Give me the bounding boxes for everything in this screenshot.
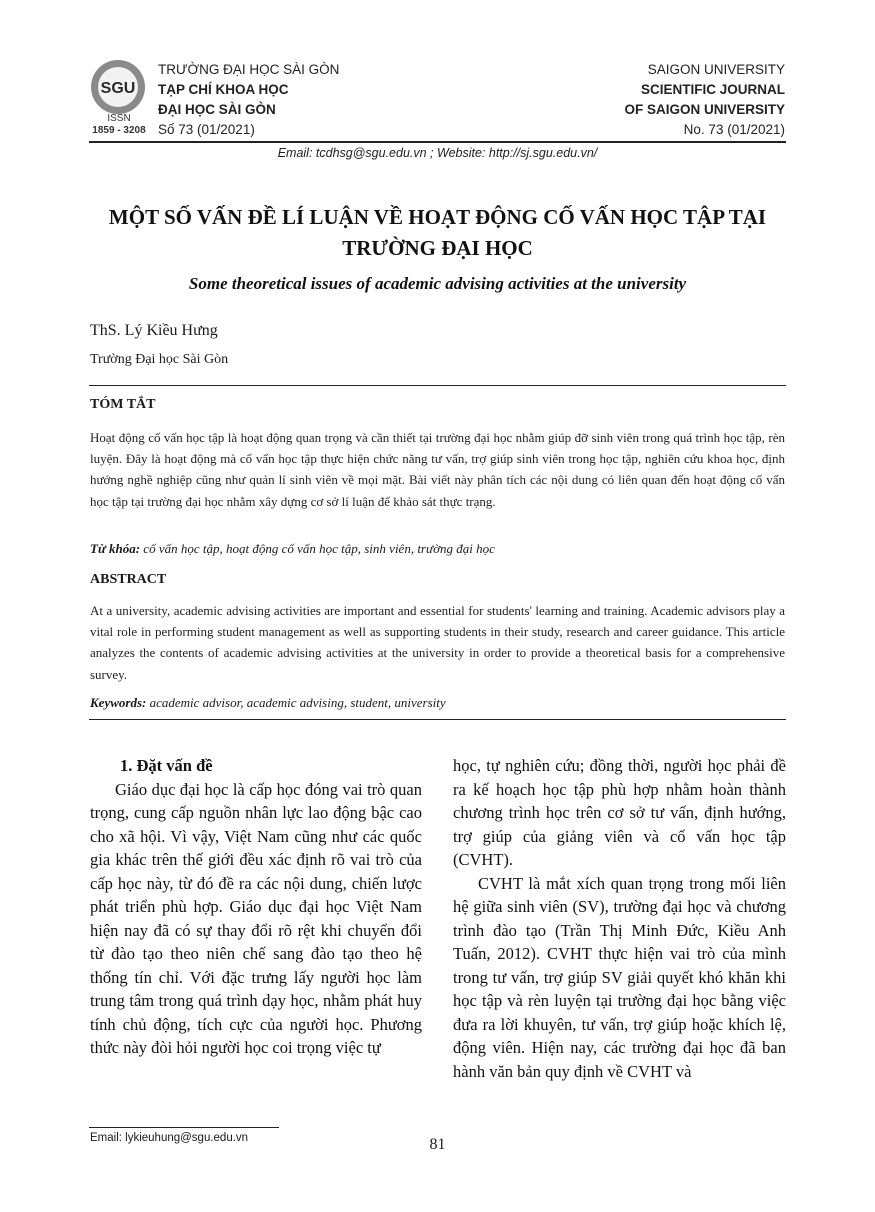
tomtat-text: Hoạt động cố vấn học tập là hoạt động quan trọng và cần thiết tại trường đại học nhằm giúp đỡ sinh viên trong quá trình học tập, rèn luyện. Đây là hoạt động mà cố vấn học tập thực hiện chức năng tư vấn, trợ giúp sinh viên trong học tập, nghiên cứu khoa học, định hướng nghề nghiệp cũng như quản lí sinh viên về mọi mặt. Bài viết này phân tích các nội dung có liên quan đến hoạt động cố vấn học tập tại trường đại học nhằm xây dựng cơ sở lí luận để khảo sát thực trạng. (90, 430, 785, 509)
abstract-keywords-label: Keywords: (90, 695, 147, 710)
author-email: Email: lykieuhung@sgu.edu.vn (90, 1132, 249, 1144)
journal-contact: Email: tcdhsg@sgu.edu.vn ; Website: http://sj.sgu.edu.vn/ (277, 146, 598, 160)
article-title: MỘT SỐ VẤN ĐỀ LÍ LUẬN VỀ HOẠT ĐỘNG CỐ VẤN HỌC TẬP TẠI TRƯỜNG ĐẠI HỌC (108, 205, 767, 260)
header-divider (89, 141, 786, 143)
issn (86, 113, 152, 137)
issue-en: No. 73 (01/2021) (683, 122, 785, 137)
issn-label: ISSN (107, 113, 131, 124)
issue-vn: Số 73 (01/2021) (158, 122, 255, 137)
page-number: 81 (429, 1136, 446, 1153)
logo-text: SGU (100, 80, 136, 97)
abstract-heading: ABSTRACT (90, 572, 167, 587)
issn-number: 1859 - 3208 (92, 125, 146, 136)
body-paragraph: học, tự nghiên cứu; đồng thời, người học phải đề ra kế hoạch học tập phù hợp nhằm hoàn thành chương trình học trên cơ sở tư vấn, định hướng, trợ giúp của giảng viên và cố vấn học tập (CVHT). (453, 756, 786, 869)
author-name: ThS. Lý Kiều Hưng (90, 322, 218, 339)
journal-name-en-1: SCIENTIFIC JOURNAL (640, 82, 785, 97)
journal-name-en-2: OF SAIGON UNIVERSITY (624, 102, 785, 117)
article-subtitle: Some theoretical issues of academic advising activities at the university (188, 274, 687, 293)
body-paragraph: Giáo dục đại học là cấp học đóng vai trò quan trọng, cung cấp nguồn nhân lực lao động bậc cao cho xã hội. Vì vậy, Việt Nam cũng như các quốc gia khác trên thế giới đều xác định rõ vai trò của cấp học này, từ đó đề ra các nội dung, chiến lược phát triển phù hợp. Giáo dục đại học Việt Nam hiện nay đã có sự thay đổi rõ rệt khi chuyển đổi từ đào tạo theo niên chế sang đào tạo theo hệ thống tín chỉ. Với đặc trưng lấy người học làm trung tâm trong quá trình dạy học, nhằm phát huy tính chủ động, tích cực của người học. Phương thức này đòi hỏi người học coi trọng việc tự (90, 779, 422, 1057)
abstract-text: At a university, academic advising activities are important and essential for students' learning and training. Academic advisors play a vital role in performing student management as well as supporting students in their study, research and career guidance. This article analyzes the contents of academic advising activities at the university in order to provide a theoretical basis for a comprehensive survey. (90, 603, 785, 682)
abstract-top-divider (89, 385, 786, 386)
sgu-logo (89, 58, 147, 116)
tomtat-keywords (90, 541, 785, 557)
journal-name-vn-2: ĐẠI HỌC SÀI GÒN (158, 102, 276, 117)
header-right (624, 60, 785, 140)
university-name-vn: TRƯỜNG ĐẠI HỌC SÀI GÒN (158, 62, 340, 77)
abstract-bottom-divider (89, 719, 786, 720)
tomtat-keywords-label: Từ khóa: (90, 541, 141, 556)
journal-name-vn-1: TẠP CHÍ KHOA HỌC (158, 82, 289, 97)
body-right-column (453, 754, 786, 1083)
header-left (158, 60, 339, 140)
body-paragraph: CVHT là mắt xích quan trọng trong mối liên hệ giữa sinh viên (SV), trường đại học và chương trình đào tạo (Trần Thị Minh Đức, Kiều Anh Tuấn, 2012). CVHT thực hiện vai trò của mình trong tư vấn, trợ giúp SV giải quyết khó khăn khi học tập và rèn luyện tại trường đại học bằng việc đưa ra lời khuyên, tư vấn, trợ giúp hoặc khích lệ, động viên. Hiện nay, các trường đại học đã ban hành văn bản quy định về CVHT và (453, 873, 786, 1081)
tomtat-keywords-value: cố vấn học tập, hoạt động cố vấn học tập, sinh viên, trường đại học (143, 541, 495, 556)
university-name-en: SAIGON UNIVERSITY (647, 62, 785, 77)
abstract-keywords-value: academic advisor, academic advising, student, university (149, 695, 446, 710)
section-heading: 1. Đặt vấn đề (120, 756, 213, 775)
footnote-divider (89, 1127, 279, 1128)
tomtat-heading: TÓM TẮT (90, 397, 156, 412)
author-affiliation: Trường Đại học Sài Gòn (90, 352, 229, 367)
abstract-keywords (90, 695, 785, 711)
body-left-column (90, 754, 422, 1060)
